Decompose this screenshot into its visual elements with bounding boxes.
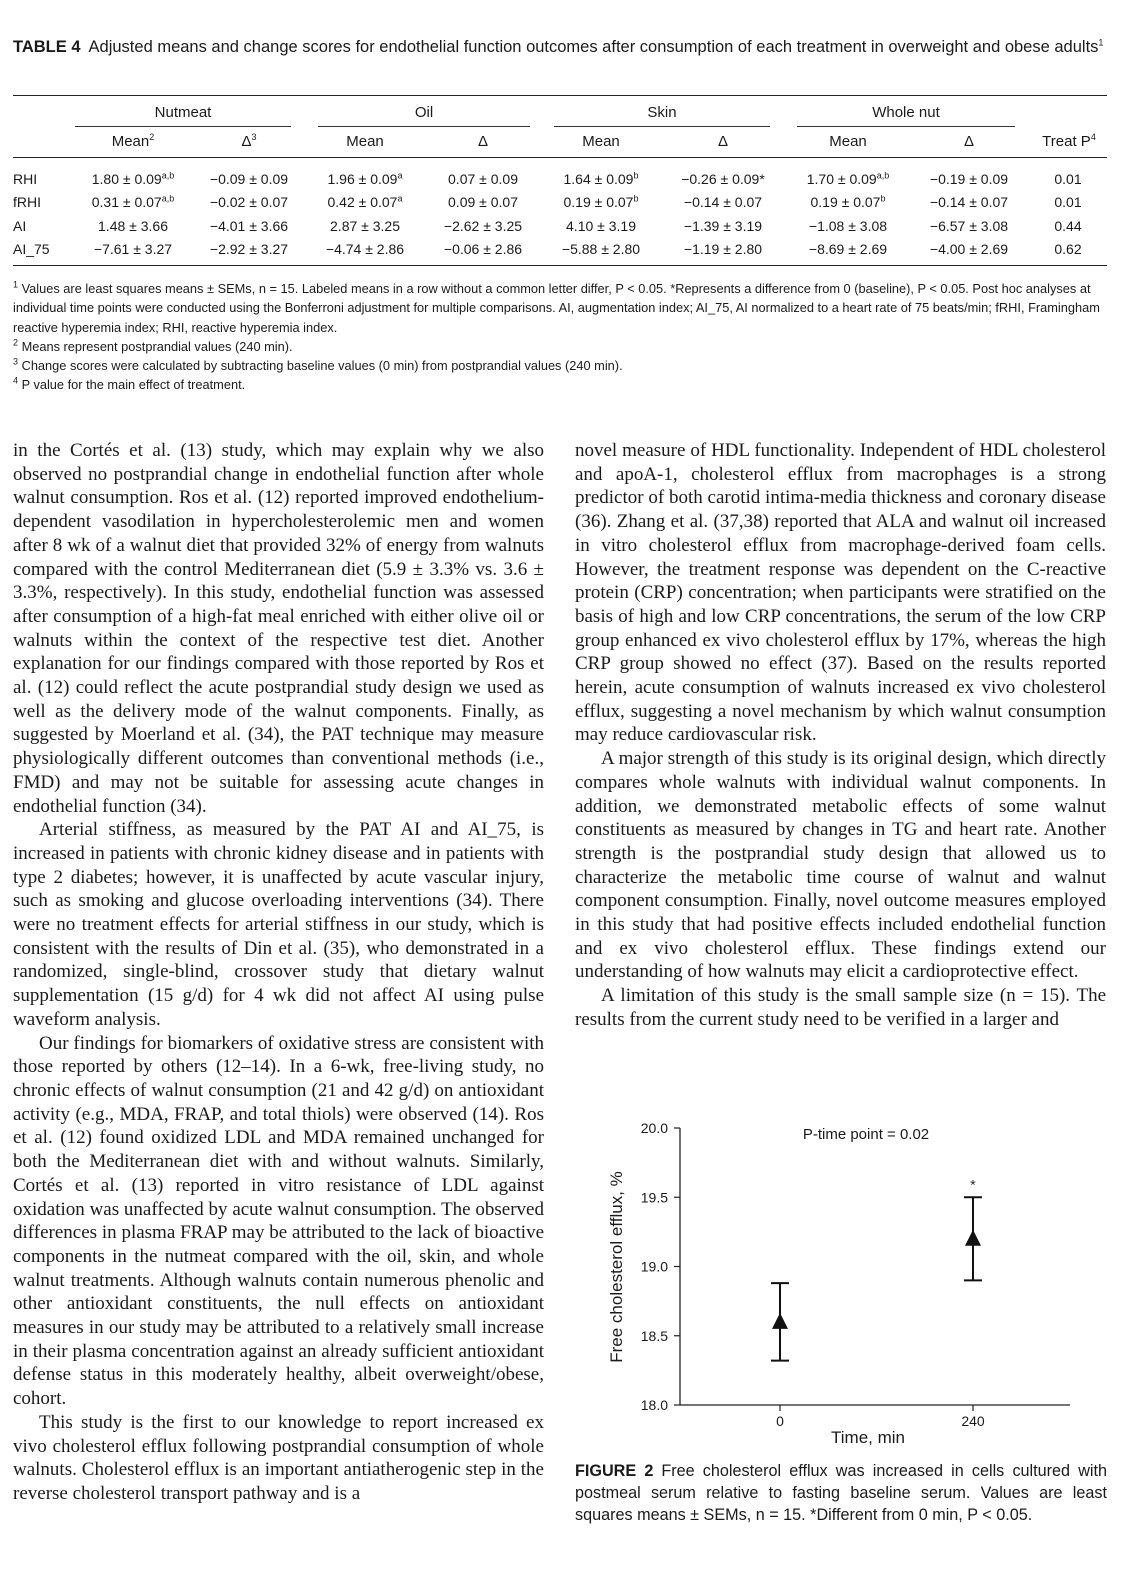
table-cell: −4.01 ± 3.66 — [209, 218, 289, 234]
table-caption — [13, 37, 1113, 57]
table-header-rule — [13, 157, 1107, 158]
figure-caption — [575, 1460, 1107, 1526]
table-cell: −7.61 ± 3.27 — [93, 241, 173, 257]
group-underline — [554, 126, 770, 127]
table-cell: −0.14 ± 0.07 — [929, 194, 1009, 210]
table-cell: −0.02 ± 0.07 — [209, 194, 289, 210]
paragraph: A limitation of this study is the small sample size (n = 15). The results from the current study need to be verified in a larger and — [575, 985, 1106, 1030]
table-cell: 0.09 ± 0.07 — [448, 194, 518, 210]
y-tick-label: 19.5 — [640, 1189, 668, 1206]
table-caption-text: Adjusted means and change scores for endothelial function outcomes after consumption of each treatment in overweight and obese adults — [88, 38, 1099, 56]
x-tick-label: 240 — [961, 1413, 985, 1429]
data-point-triangle — [772, 1313, 788, 1329]
table-cell: 0.19 ± 0.07$^b$ — [563, 193, 639, 210]
table-cell: 0.07 ± 0.09 — [448, 171, 518, 187]
paragraph: in the Cortés et al. (13) study, which may explain why we also observed no postprandial change in endothelial function after whole walnut consumption. Ros et al. (12) reported improved endothelium-dependent vasodilation in hypercholesterolemic men and women after 8 wk of a walnut diet that provided 32% of energy from walnuts compared with the control Mediterranean diet (5.9 ± 3.3% vs. 3.6 ± 3.3%, respectively). In this study, endothelial function was assessed after consumption of a high-fat meal enriched with either olive oil or walnuts within the context of the respective test diet. Another explanation for our findings compared with those reported by Ros et al. (12) could reflect the acute postprandial study design we used as well as the delivery mode of the walnut components. Finally, as suggested by Moerland et al. (34), the PAT technique may measure physiologically different outcomes than conventional methods (i.e., FMD) and may not be suitable for assessing acute changes in endothelial function (34). — [13, 440, 544, 817]
subheader-mean: Mean — [582, 133, 620, 150]
table-row-label: RHI — [13, 171, 38, 187]
table-footnotes — [13, 279, 1107, 395]
group-underline — [797, 126, 1015, 127]
table-footnote: $^3$ Change scores were calculated by subtracting baseline values (0 min) from postprandial values (240 min). — [13, 356, 623, 374]
body-column-left — [13, 439, 544, 1506]
table-cell: −8.69 ± 2.69 — [808, 241, 888, 257]
body-column-right — [575, 439, 1106, 1079]
table-cell: −2.92 ± 3.27 — [209, 241, 289, 257]
table-cell: 2.87 ± 3.25 — [330, 218, 400, 234]
table-cell: 4.10 ± 3.19 — [566, 218, 636, 234]
table-footnote: $^4$ P value for the main effect of treatment. — [13, 376, 246, 393]
subheader-delta: Δ — [477, 133, 489, 150]
table-cell: −1.39 ± 3.19 — [683, 218, 763, 234]
group-underline — [75, 126, 291, 127]
data-point-triangle — [965, 1230, 981, 1246]
subheader-delta: Δ — [717, 133, 729, 150]
table-row-label: AI — [13, 218, 27, 234]
p-value-annotation: P-time point = 0.02 — [802, 1126, 930, 1143]
figure-2-chart — [600, 1115, 1110, 1455]
subheader-delta: Δ — [963, 133, 975, 150]
table-cell: 0.42 ± 0.07$^a$ — [327, 193, 403, 210]
paragraph: A major strength of this study is its original design, which directly compares whole walnuts with individual walnut components. In addition, we demonstrated metabolic effects of some walnut constituents as measured by changes in TG and heart rate. Another strength is the postprandial study design that allowed us to characterize the metabolic time course of walnut and walnut component consumption. Finally, novel outcome measures employed in this study that had positive effects included endothelial function and ex vivo cholesterol efflux. These findings extend our understanding of how walnuts may elicit a cardioprotective effect. — [575, 748, 1106, 983]
table-bottom-rule — [13, 265, 1107, 266]
paragraph: novel measure of HDL functionality. Independent of HDL cholesterol and apoA-1, cholesterol efflux from macrophages is a strong predictor of both carotid intima-media thickness and coronary disease (36). Zhang et al. (37,38) reported that ALA and walnut oil increased in vitro cholesterol efflux from macrophage-derived foam cells. However, the treatment response was dependent on the C-reactive protein (CRP) concentration; when participants were stratified on the basis of high and low CRP concentrations, the serum of the low CRP group enhanced ex vivo cholesterol efflux by 17%, whereas the high CRP group showed no effect (37). Based on the results reported herein, acute consumption of walnuts increased ex vivo cholesterol efflux, suggesting a novel mechanism by which walnut consumption may reduce cardiovascular risk. — [575, 440, 1106, 746]
table-row-label: AI_75 — [13, 241, 50, 257]
x-tick-label: 0 — [776, 1413, 784, 1429]
table-cell: 0.62 — [1054, 241, 1082, 257]
table-cell: −6.57 ± 3.08 — [929, 218, 1009, 234]
x-axis-title: Time, min — [831, 1428, 905, 1447]
table-cell: 0.19 ± 0.07$^b$ — [810, 193, 886, 210]
y-tick-label: 18.0 — [640, 1397, 668, 1413]
table-footnote: $^1$ Values are least squares means ± SEMs, n = 15. Labeled means in a row without a common letter differ, P < 0.05. *Represents a difference from 0 (baseline), P < 0.05. Post hoc analyses at individual time points were conducted using the Bonferroni adjustment for multiple comparisons. AI, augmentation index; AI_75, AI normalized to a heart rate of 75 beats/min; fRHI, Framingham reactive hyperemia index; RHI, reactive hyperemia index. — [13, 279, 1100, 335]
group-header-oil: Oil — [414, 104, 434, 121]
table-cell: 0.01 — [1054, 171, 1082, 187]
table-cell: −0.26 ± 0.09* — [681, 171, 765, 187]
group-header-skin: Skin — [647, 104, 677, 121]
y-tick-label: 18.5 — [640, 1327, 668, 1344]
table-cell: −0.06 ± 2.86 — [443, 241, 523, 257]
table-cell: 0.01 — [1054, 194, 1082, 210]
table-cell: −4.00 ± 2.69 — [929, 241, 1009, 257]
paragraph: This study is the first to our knowledge to report increased ex vivo cholesterol efflux following postprandial consumption of whole walnuts. Cholesterol efflux is an important antiatherogenic step in the reverse cholesterol transport pathway and is a — [13, 1411, 544, 1504]
subheader-mean: Mean$^2$ — [111, 132, 155, 150]
group-underline — [318, 126, 530, 127]
table-cell: −1.19 ± 2.80 — [683, 241, 763, 257]
table-cell: −0.14 ± 0.07 — [683, 194, 763, 210]
table-caption-footnote-mark: 1 — [1098, 37, 1104, 48]
table-cell: $1.80 \pm 0.09^{a,b}$ — [91, 170, 175, 187]
table-top-rule — [13, 95, 1107, 96]
figure-label: FIGURE 2 — [575, 1462, 654, 1480]
y-axis-title: Free cholesterol efflux, % — [607, 1171, 626, 1363]
table-cell: 1.96 ± 0.09$^a$ — [327, 170, 403, 187]
paragraph: Our findings for biomarkers of oxidative stress are consistent with those reported by others (12–14). In a 6-wk, free-living study, no chronic effects of walnut consumption (21 and 42 g/d) on antioxidant activity (e.g., MDA, FRAP, and total thiols) were observed (14). Ros et al. (12) found oxidized LDL and MDA remained unchanged for both the Mediterranean diet with and without walnuts. Similarly, Cortés et al. (13) reported in vitro resistance of LDL against oxidation was unaffected by acute walnut consumption. The observed differences in plasma FRAP may be attributed to the lack of bioactive components in the nutmeat compared with the oil, skin, and whole walnut treatments. Although walnuts contain numerous phenolic and other antioxidant constituents, the null effects on antioxidant measures in our study may be attributed to a relatively small increase in their plasma concentration against an already sufficient antioxidant defense status in this moderately healthy, albeit overweight/obese, cohort. — [13, 1032, 544, 1410]
table-cell: −5.88 ± 2.80 — [561, 241, 641, 257]
table-cell: −2.62 ± 3.25 — [443, 218, 523, 234]
table-footnote: $^2$ Means represent postprandial values (240 min). — [13, 337, 293, 354]
table-cell: $0.31 \pm 0.07^{a,b}$ — [91, 193, 175, 210]
subheader-mean: Mean — [829, 133, 867, 150]
table-cell: 0.44 — [1054, 218, 1082, 234]
table-row-label: fRHI — [13, 194, 41, 210]
figure-caption-text: Free cholesterol efflux was increased in cells cultured with postmeal serum relative to fasting baseline serum. Values are least squares means ± SEMs, n = 15. *Different from 0 min, P < 0.05. — [575, 1462, 1107, 1524]
table-cell: 1.48 ± 3.66 — [98, 218, 168, 234]
table-cell: −0.19 ± 0.09 — [929, 171, 1009, 187]
y-tick-label: 20.0 — [640, 1120, 668, 1136]
group-header-whole-nut: Whole nut — [872, 104, 940, 121]
table-cell: −0.09 ± 0.09 — [209, 171, 289, 187]
table-cell: $1.70 \pm 0.09^{a,b}$ — [806, 170, 890, 187]
table-label: TABLE 4 — [13, 38, 81, 56]
paragraph: Arterial stiffness, as measured by the PAT AI and AI_75, is increased in patients with chronic kidney disease and in patients with type 2 diabetes; however, it is unaffected by acute vascular injury, such as smoking and glucose overloading interventions (34). There were no treatment effects for arterial stiffness in our study, which is consistent with the results of Din et al. (35), who demonstrated in a randomized, single-blind, crossover study that dietary walnut supplementation (15 g/d) for 4 wk did not affect AI using pulse waveform analysis. — [13, 819, 544, 1030]
table-cell: −4.74 ± 2.86 — [325, 241, 405, 257]
table-cell: 1.64 ± 0.09$^b$ — [563, 170, 639, 187]
significance-marker: * — [970, 1176, 976, 1193]
y-tick-label: 19.0 — [640, 1258, 668, 1275]
subheader-mean: Mean — [346, 133, 384, 150]
subheader-delta: $\Delta^3$ — [241, 132, 257, 150]
table-cell: −1.08 ± 3.08 — [808, 218, 888, 234]
subheader-treat-p: Treat $P^4$ — [1042, 132, 1096, 150]
group-header-nutmeat: Nutmeat — [154, 104, 212, 121]
